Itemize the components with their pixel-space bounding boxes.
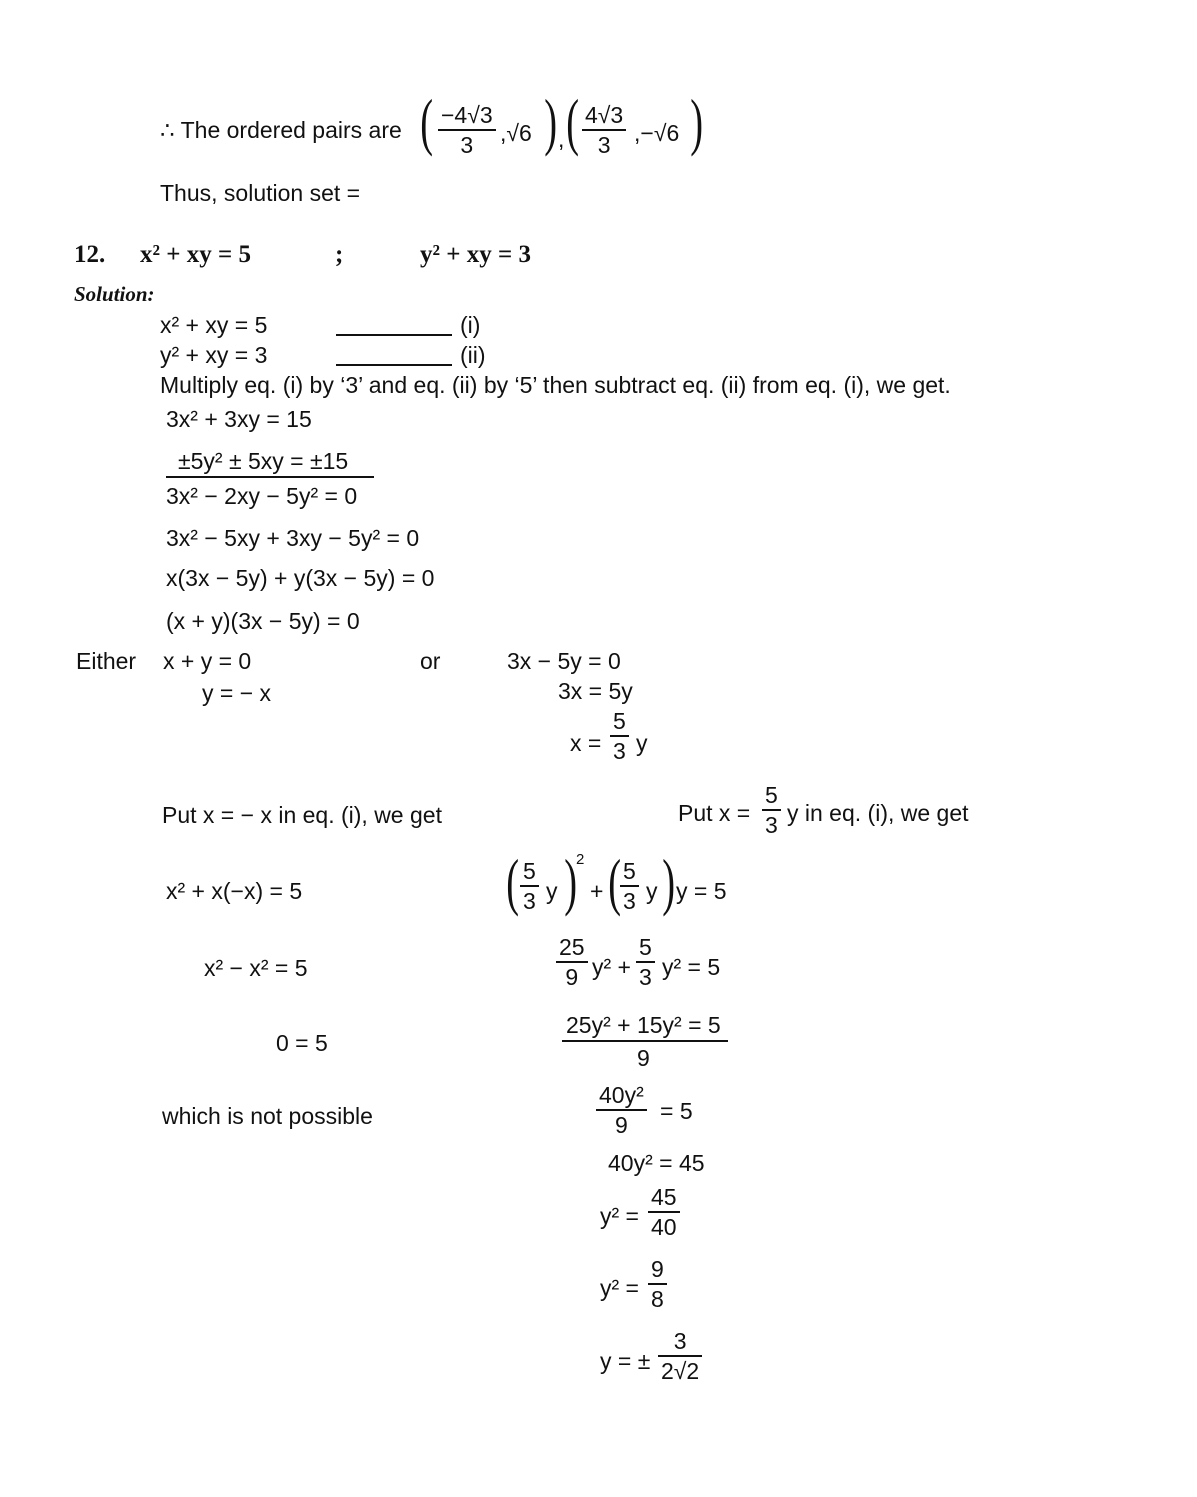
case-right-result-lhs: x = bbox=[570, 730, 602, 756]
right-s1-denominator-2: 3 bbox=[623, 888, 636, 914]
case-right-numerator: 5 bbox=[610, 710, 629, 737]
left-step-3: 0 = 5 bbox=[276, 1030, 328, 1056]
given-equation-2: y² + xy = 3 bbox=[160, 342, 268, 368]
pair-comma: , bbox=[558, 126, 565, 152]
case-right-variable: y bbox=[636, 730, 648, 756]
elimination-result: 3x² − 2xy − 5y² = 0 bbox=[166, 483, 358, 509]
case-left-result: y = − x bbox=[202, 680, 272, 706]
right-s1-denominator-1: 3 bbox=[523, 888, 536, 914]
right-put-pre: Put x = bbox=[678, 800, 751, 826]
pair2-fraction bbox=[582, 104, 626, 157]
right-s1-var-1: y bbox=[546, 878, 558, 904]
pair1-close-paren: ) bbox=[544, 86, 558, 157]
right-s4-rhs: = 5 bbox=[660, 1098, 693, 1124]
equation-tag-1: (i) bbox=[460, 312, 481, 338]
solution-label: Solution: bbox=[74, 282, 155, 306]
right-s1-close-2: ) bbox=[662, 846, 676, 917]
right-s1-close-1: ) bbox=[564, 846, 578, 917]
pair1-numerator: −4√3 bbox=[438, 104, 496, 131]
right-put-denominator: 3 bbox=[765, 812, 778, 838]
instruction-text: Multiply eq. (i) by ‘3’ and eq. (ii) by ‘5’ then subtract eq. (ii) from eq. (i), we get. bbox=[160, 372, 951, 398]
subtraction-rule bbox=[166, 476, 374, 478]
left-step-1: x² + x(−x) = 5 bbox=[166, 878, 303, 904]
right-s1-numerator-2: 5 bbox=[620, 860, 639, 887]
right-s7-numerator: 9 bbox=[648, 1258, 667, 1285]
right-s1-plus: + bbox=[590, 878, 604, 904]
right-s1-fraction-1 bbox=[520, 860, 539, 913]
given-equation-1: x² + xy = 5 bbox=[160, 312, 268, 338]
pair1-second: ,√6 bbox=[500, 120, 532, 146]
factor-step-1: 3x² − 5xy + 3xy − 5y² = 0 bbox=[166, 525, 420, 551]
right-s8-fraction bbox=[658, 1330, 702, 1383]
right-s3-denominator: 9 bbox=[637, 1045, 650, 1071]
solution-set-text: Thus, solution set = bbox=[160, 180, 361, 206]
right-s3-numerator: 25y² + 15y² = 5 bbox=[566, 1012, 721, 1038]
right-s2-fraction-a bbox=[556, 936, 588, 989]
right-s2-denominator-a: 9 bbox=[565, 964, 579, 990]
right-s5: 40y² = 45 bbox=[608, 1150, 705, 1176]
problem-equation-1: x² + xy = 5 bbox=[140, 241, 251, 268]
elimination-line-1: 3x² + 3xy = 15 bbox=[166, 406, 312, 432]
right-s3-rule bbox=[562, 1040, 728, 1042]
either-label: Either bbox=[76, 648, 137, 674]
right-s1-open-2: ( bbox=[608, 846, 622, 917]
right-s7-denominator: 8 bbox=[651, 1286, 664, 1312]
left-put-text: Put x = − x in eq. (i), we get bbox=[162, 802, 442, 828]
pair2-close-paren: ) bbox=[690, 86, 704, 157]
right-s1-rhs: y = 5 bbox=[676, 878, 727, 904]
pair2-open-paren: ( bbox=[566, 86, 580, 157]
problem-number: 12. bbox=[74, 241, 106, 268]
case-right-fraction bbox=[610, 710, 629, 763]
right-s1-fraction-2 bbox=[620, 860, 639, 913]
right-s1-numerator-1: 5 bbox=[520, 860, 539, 887]
right-s6-numerator: 45 bbox=[648, 1186, 680, 1213]
right-s8-lhs: y = ± bbox=[600, 1348, 651, 1374]
right-s1-var-2: y bbox=[646, 878, 658, 904]
right-put-fraction bbox=[762, 784, 781, 837]
or-label: or bbox=[420, 648, 441, 674]
right-s7-fraction bbox=[648, 1258, 667, 1311]
case-left-equation: x + y = 0 bbox=[163, 648, 252, 674]
right-s2-middle: y² + bbox=[592, 954, 631, 980]
left-step-2: x² − x² = 5 bbox=[204, 955, 308, 981]
problem-separator: ; bbox=[335, 241, 344, 268]
right-s8-denominator: 2√2 bbox=[661, 1358, 700, 1384]
right-put-post: y in eq. (i), we get bbox=[787, 800, 969, 826]
pair1-denominator: 3 bbox=[460, 132, 474, 158]
right-s1-exponent: 2 bbox=[576, 851, 585, 868]
case-right-step: 3x = 5y bbox=[558, 678, 633, 704]
pair1-fraction bbox=[438, 104, 496, 157]
right-s4-numerator: 40y² bbox=[596, 1084, 647, 1111]
pair1-open-paren: ( bbox=[420, 86, 434, 157]
pair2-denominator: 3 bbox=[597, 132, 611, 158]
left-conclusion: which is not possible bbox=[162, 1103, 373, 1129]
right-s2-end: y² = 5 bbox=[662, 954, 721, 980]
blank-line-2 bbox=[336, 364, 452, 366]
right-s6-fraction bbox=[648, 1186, 680, 1239]
right-s2-fraction-b bbox=[636, 936, 655, 989]
right-s6-lhs: y² = bbox=[600, 1203, 639, 1229]
equation-tag-2: (ii) bbox=[460, 342, 486, 368]
right-s4-denominator: 9 bbox=[614, 1112, 628, 1138]
ordered-pairs-text: ∴ The ordered pairs are bbox=[160, 117, 402, 143]
right-s1-open-1: ( bbox=[506, 846, 520, 917]
factor-step-3: (x + y)(3x − 5y) = 0 bbox=[166, 608, 360, 634]
right-s2-denominator-b: 3 bbox=[639, 964, 652, 990]
right-s2-numerator-b: 5 bbox=[636, 936, 655, 963]
problem-equation-2: y² + xy = 3 bbox=[420, 241, 531, 268]
case-right-equation: 3x − 5y = 0 bbox=[507, 648, 621, 674]
right-put-numerator: 5 bbox=[762, 784, 781, 811]
pair2-numerator: 4√3 bbox=[582, 104, 626, 131]
right-s8-numerator: 3 bbox=[658, 1330, 702, 1357]
case-right-denominator: 3 bbox=[613, 738, 626, 764]
right-s4-fraction bbox=[596, 1084, 647, 1137]
factor-step-2: x(3x − 5y) + y(3x − 5y) = 0 bbox=[166, 565, 435, 591]
blank-line-1 bbox=[336, 334, 452, 336]
right-s6-denominator: 40 bbox=[651, 1214, 677, 1240]
pair2-second: ,−√6 bbox=[634, 120, 680, 146]
elimination-line-2: ±5y² ± 5xy = ±15 bbox=[178, 448, 349, 474]
right-s7-lhs: y² = bbox=[600, 1275, 639, 1301]
right-s2-numerator-a: 25 bbox=[556, 936, 588, 963]
